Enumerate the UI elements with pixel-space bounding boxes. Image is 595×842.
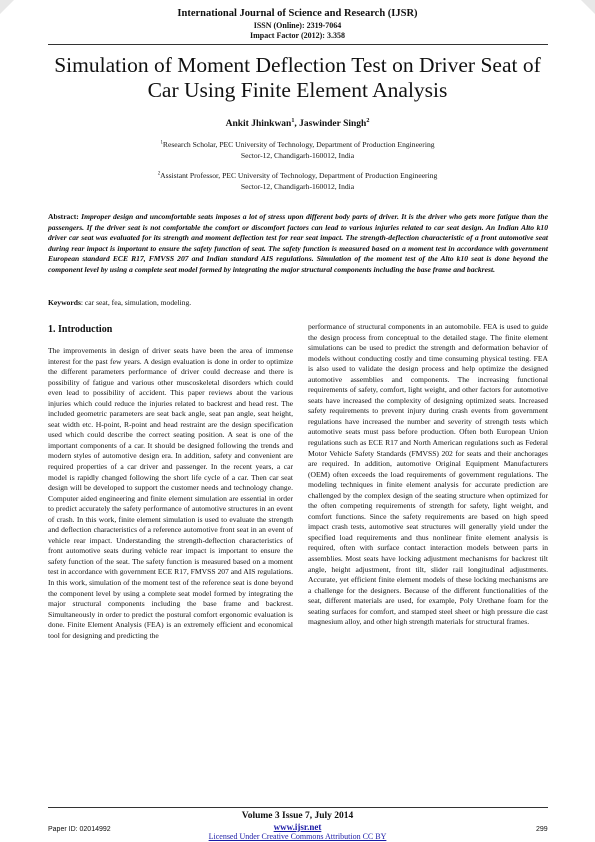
- keywords-text: : car seat, fea, simulation, modeling.: [80, 298, 192, 307]
- author-1: Ankit Jhinkwan: [225, 119, 292, 129]
- issn-line: ISSN (Online): 2319-7064: [253, 21, 342, 30]
- header-rule: [48, 44, 548, 45]
- journal-name: International Journal of Science and Research (IJSR): [177, 8, 418, 19]
- section-heading-introduction: 1. Introduction: [48, 324, 113, 335]
- impact-factor-line: Impact Factor (2012): 3.358: [250, 31, 345, 40]
- affiliation-1-line2: Sector-12, Chandigarh-160012, India: [240, 150, 355, 160]
- footer-license-link[interactable]: Licensed Under Creative Commons Attribution CC BY: [208, 832, 387, 841]
- body-column-right: performance of structural components in an automobile. FEA is used to guide the design process from conceptual to the detailed stage. The finite element simulations can be used to predict the strength and deformation behavior of models without conducting costly and time consuming physical testing. FEA is also used to validate the design process and help optimize the designed automotive assemblies and components. The increasing functional requirements of safety, comfort, light weight, and other factors for automotive seats have increased the complexity of designing optimized seats. Increased safety requirements to prevent injury during crash events from government regulations have increased the number and severity of strength tests which automotive seats must pass before production. Often both European Union regulations such as ECE R17 and North American regulations such as Federal Motor Vehicle Safety Standards (FMVSS) 202 for seats and their anchorages are required. In addition, automotive Original Equipment Manufacturers (OEM) often exceeds the load requirements of government regulations. The modeling techniques in finite element analysis for accurate prediction are challenged by the complex design of the seating structure when optimized for the often competing requirements of strength for safety, light weight, and comfort functions. Since the safety requirements are based on high speed impact crash tests, automotive seat structures will generally yield under the specified load requirements and thus nonlinear finite element analysis is required, often with surface contact interaction models between parts in assemblies. Most seats have locking adjustment mechanisms for backrest tilt angle, height adjustment, front tilt, slider rail longitudinal adjustments. Accurate, yet efficient finite element models of these locking mechanisms are a challenge for the designers. Because of the different functionalities of the seat, different materials are used, for example, Poly Urethane foam for the seating surfaces for comfort, and stamped steel sheet or high pressure die cast magnesium alloy, and other high strength materials for structural frames.: [308, 322, 548, 627]
- affiliation-1-line1: Research Scholar, PEC University of Technology, Department of Production Engineering: [162, 140, 435, 149]
- affiliation-2-line2: Sector-12, Chandigarh-160012, India: [240, 181, 355, 191]
- footer-volume: Volume 3 Issue 7, July 2014: [241, 811, 354, 821]
- author-2-sup: 2: [366, 117, 370, 124]
- author-1-sup: 1: [291, 117, 295, 124]
- affiliation-2-sup: 2: [157, 171, 161, 177]
- footer-page-number: 299: [536, 826, 548, 833]
- footer-rule: [48, 807, 548, 808]
- affiliation-2-line1: Assistant Professor, PEC University of Technology, Department of Production Engineering: [160, 171, 438, 180]
- keywords-label: Keywords: [48, 298, 81, 307]
- affiliation-1: [0, 140, 595, 161]
- affiliation-2: [0, 171, 595, 192]
- abstract: [48, 212, 548, 275]
- body-column-left: The improvements in design of driver seats have been the area of immense interest for the past few years. A design evaluation is done in order to optimize the different parameters performance of driver could decrease and there is possibility of fatigue and various other muscoskeletal disorders which could even lead to possibility of accident. This paper reviews about the various injuries which could reduce the injuries related to backrest and head rest. The included geometric parameters are seat back angle, seat pan angle, seat height, seat width etc. H-point, R-point and head restraint are the design specification used which could describe the correct seating position. A seat is one of the important components of a car. It should be designed following the trends and modern styles of automotive design era. In addition, safety and convenient are required properties of a car driver and passenger. In the recent years, a car model is rapidly changed following the short life cycle of a car. Then car seat design will be developed to support the customer needs and technology change. Computer aided engineering and finite element simulation are essential in order to predict accurately the safety performance of automotive structures in an event of crash. In this work, finite element simulation is used to evaluate the strength and deflection characteristics of a reference automotive front seat in an event of vehicle rear impact. Understanding the strength-deflection characteristics of front automotive seats during vehicle rear impact is important to ensure the safety function of the seat. The safety function is measured based on a moment test in accordance with government ECE R17, FMVSS 207 and AIS regulations. In this work, simulation of the moment test of the reference seat is done beyond the component level by using a complete seat model formed by integrating the major structural components including the base frame and backrest. Simultaneously in order to predict the postural comfort ergonomic evaluation is done. Finite Element Analysis (FEA) is an extremely efficient and economical tool for designing and predicting the: [48, 346, 293, 640]
- author-2: Jaswinder Singh: [299, 119, 367, 129]
- affiliation-1-sup: 1: [160, 140, 163, 146]
- author-separator: ,: [294, 119, 300, 129]
- abstract-text: Improper design and uncomfortable seats imposes a lot of stress upon different body parts of driver. It is the driver who gets more fatigue than the passengers. If the driver seat is not comfortable the comfort or discomfort factors can lead to various injuries related to car seat design. An Indian Alto k10 driver car seat was evaluated for its strength and moment deflection test for rear seat impact. The strength-deflection characteristic of a front automotive seat during rear impact is important to ensure the safety function of seat. The safety function is measured based on a moment test in accordance with government European standard ECE R17, FMVSS 207 and Indian standard AIS regulations. Simulation of the moment test of the Alto k10 seat is done beyond the component level by using a complete seat model formed by integrating the major structural components including the base frame and backrest.: [48, 212, 548, 274]
- author-line: [0, 119, 595, 129]
- abstract-label: Abstract:: [48, 212, 79, 221]
- keywords: [48, 298, 548, 307]
- paper-title: Simulation of Moment Deflection Test on Driver Seat of Car Using Finite Element Analysis: [54, 53, 541, 102]
- footer-url-link[interactable]: www.ijsr.net: [273, 822, 322, 832]
- footer-paper-id: Paper ID: 02014992: [48, 826, 111, 833]
